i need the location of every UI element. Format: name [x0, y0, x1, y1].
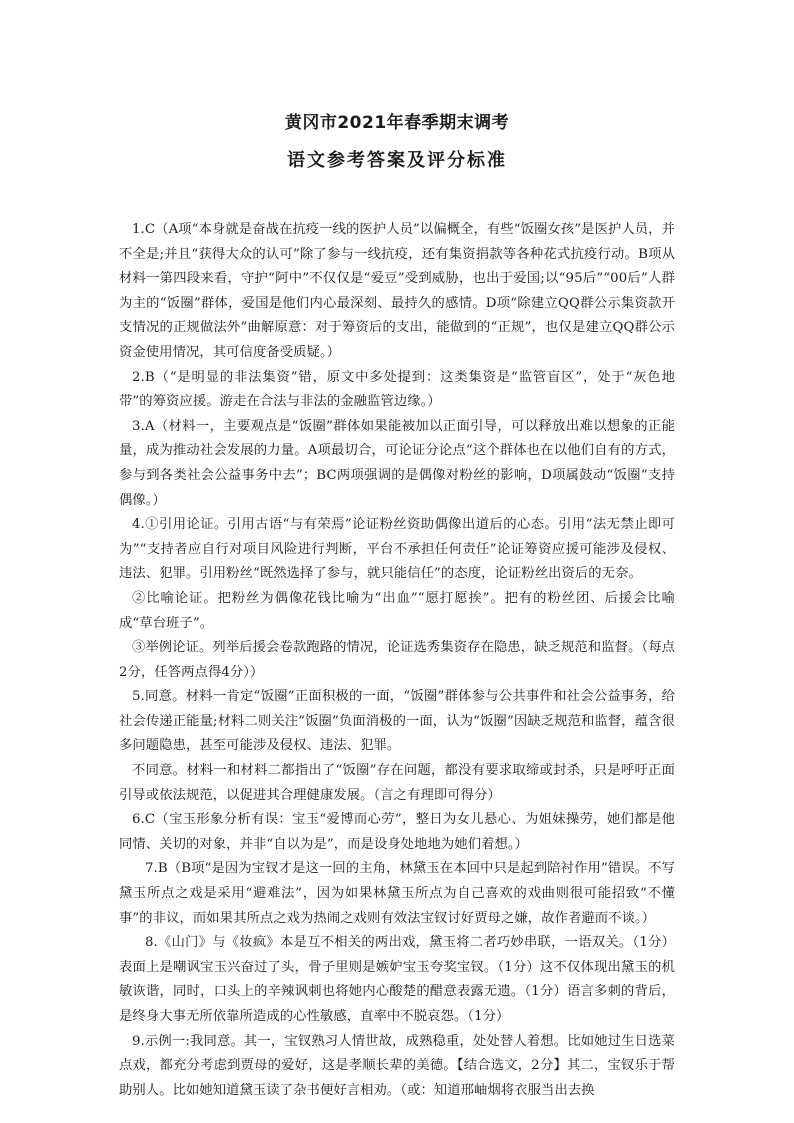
document-subtitle: 语文参考答案及评分标准 [287, 150, 507, 171]
answer-q5-disagree: 不同意。材料一和材料二都指出了“饭圈”存在问题，都没有要求取缔或封杀，只是呼吁正面引导或依法规范，以促进其合理健康发展。（言之有理即可得分） [119, 763, 675, 803]
answer-q9: 9.示例一:我同意。其一，宝钗熟习人情世故，成熟稳重，处处替人着想。比如她过生日选菜点戏，都充分考虑到贾母的爱好，这是孝顺长辈的美德。【结合选文，2分】其二，宝钗乐于帮助别人。比如她知道黛玉读了杂书便好言相劝。（或：知道邢岫烟将衣服当出去换 [119, 1033, 675, 1098]
answer-q4-point1: 4.①引用论证。引用古语“与有荣焉”论证粉丝资助偶像出道后的心态。引用“法无禁止即可为”“支持者应自行对项目风险进行判断，平台不承担任何责任”论证筹资应援可能涉及侵权、违法、犯罪。引用粉丝“既然选择了参与，就只能信任”的态度，论证粉丝出资后的无奈。 [119, 517, 675, 582]
answer-q3: 3.A（材料一，主要观点是“饭圈”群体如果能被加以正面引导，可以释放出难以想象的正能量，成为推动社会发展的力量。A项最切合，可论证分论点“这个群体也在以他们自有的方式，参与到各类社会公益事务中去”；BC两项强调的是偶像对粉丝的影响，D项属鼓动“饭圈”支持偶像。） [119, 418, 675, 508]
exam-title: 黄冈市2021年春季期末调考 [284, 113, 510, 133]
answer-q4-point3: ③举例论证。列举后援会卷款跑路的情况，论证选秀集资存在隐患，缺乏规范和监督。（每点2分，任答两点得4分）） [119, 640, 675, 680]
answer-q6: 6.C（宝玉形象分析有误：宝玉“爱博而心劳”，整日为女儿悬心、为姐妹操劳，她们都是他同情、关切的对象，并非“自以为是”，而是设身处地地为她们着想。） [119, 812, 675, 852]
answer-body [119, 218, 675, 1103]
answer-q2: 2.B（“是明显的非法集资”错，原文中多处提到：这类集资是“监管盲区”，处于“灰色地带”的筹资应援。游走在合法与非法的金融监管边缘。） [119, 369, 675, 410]
answer-q1: 1.C（A项“本身就是奋战在抗疫一线的医护人员”以偏概全，有些“饭圈女孩”是医护人员，并不全是;并且“获得大众的认可”除了参与一线抗疫，还有集资捐款等各种花式抗疫行动。B项从材料一第四段来看，守护“阿中”不仅仅是“爱豆”受到威胁，也出于爱国;以“95后”“00后”人群为主的“饭圈”群体，爱国是他们内心最深刻、最持久的感情。D项“除建立QQ群公示集资款开支情况的正规做法外”曲解原意：对于筹资后的支出，能做到的“正规”，也仅是建立QQ群公示资金使用情况，其可信度备受质疑。） [119, 222, 675, 360]
answer-q7: 7.B（B项“是因为宝钗才是这一回的主角，林黛玉在本回中只是起到陪衬作用”错误。不写黛玉所点之戏是采用“避难法”，因为如果林黛玉所点为自己喜欢的戏曲则很可能招致“不懂事”的非议，而如果其所点之戏为热闹之戏则有效法宝钗讨好贾母之嫌，故作者避而不谈。） [119, 861, 675, 926]
answer-q8: 8.《山门》与《妆疯》本是互不相关的两出戏，黛玉将二者巧妙串联，一语双关。（1分）表面上是嘲讽宝玉兴奋过了头，骨子里则是嫉妒宝玉夸奖宝钗。（1分）这不仅体现出黛玉的机敏诙谐，同时，口头上的辛辣讽刺也将她内心酸楚的醋意表露无遗。（1分）语言多刺的背后，是终身大事无所依靠所造成的心性敏感，直率中不脱哀怨。（1分） [119, 935, 675, 1024]
answer-q5-agree: 5.同意。材料一肯定“饭圈”正面积极的一面，“饭圈”群体参与公共事件和社会公益事务，给社会传递正能量;材料二则关注“饭圈”负面消极的一面，认为“饭圈”因缺乏规范和监督，蕴含很多问题隐患，甚至可能涉及侵权、违法、犯罪。 [119, 689, 675, 754]
answer-q4-point2: ②比喻论证。把粉丝为偶像花钱比喻为“出血”“愿打愿挨”。把有的粉丝团、后援会比喻成“草台班子”。 [119, 590, 675, 631]
